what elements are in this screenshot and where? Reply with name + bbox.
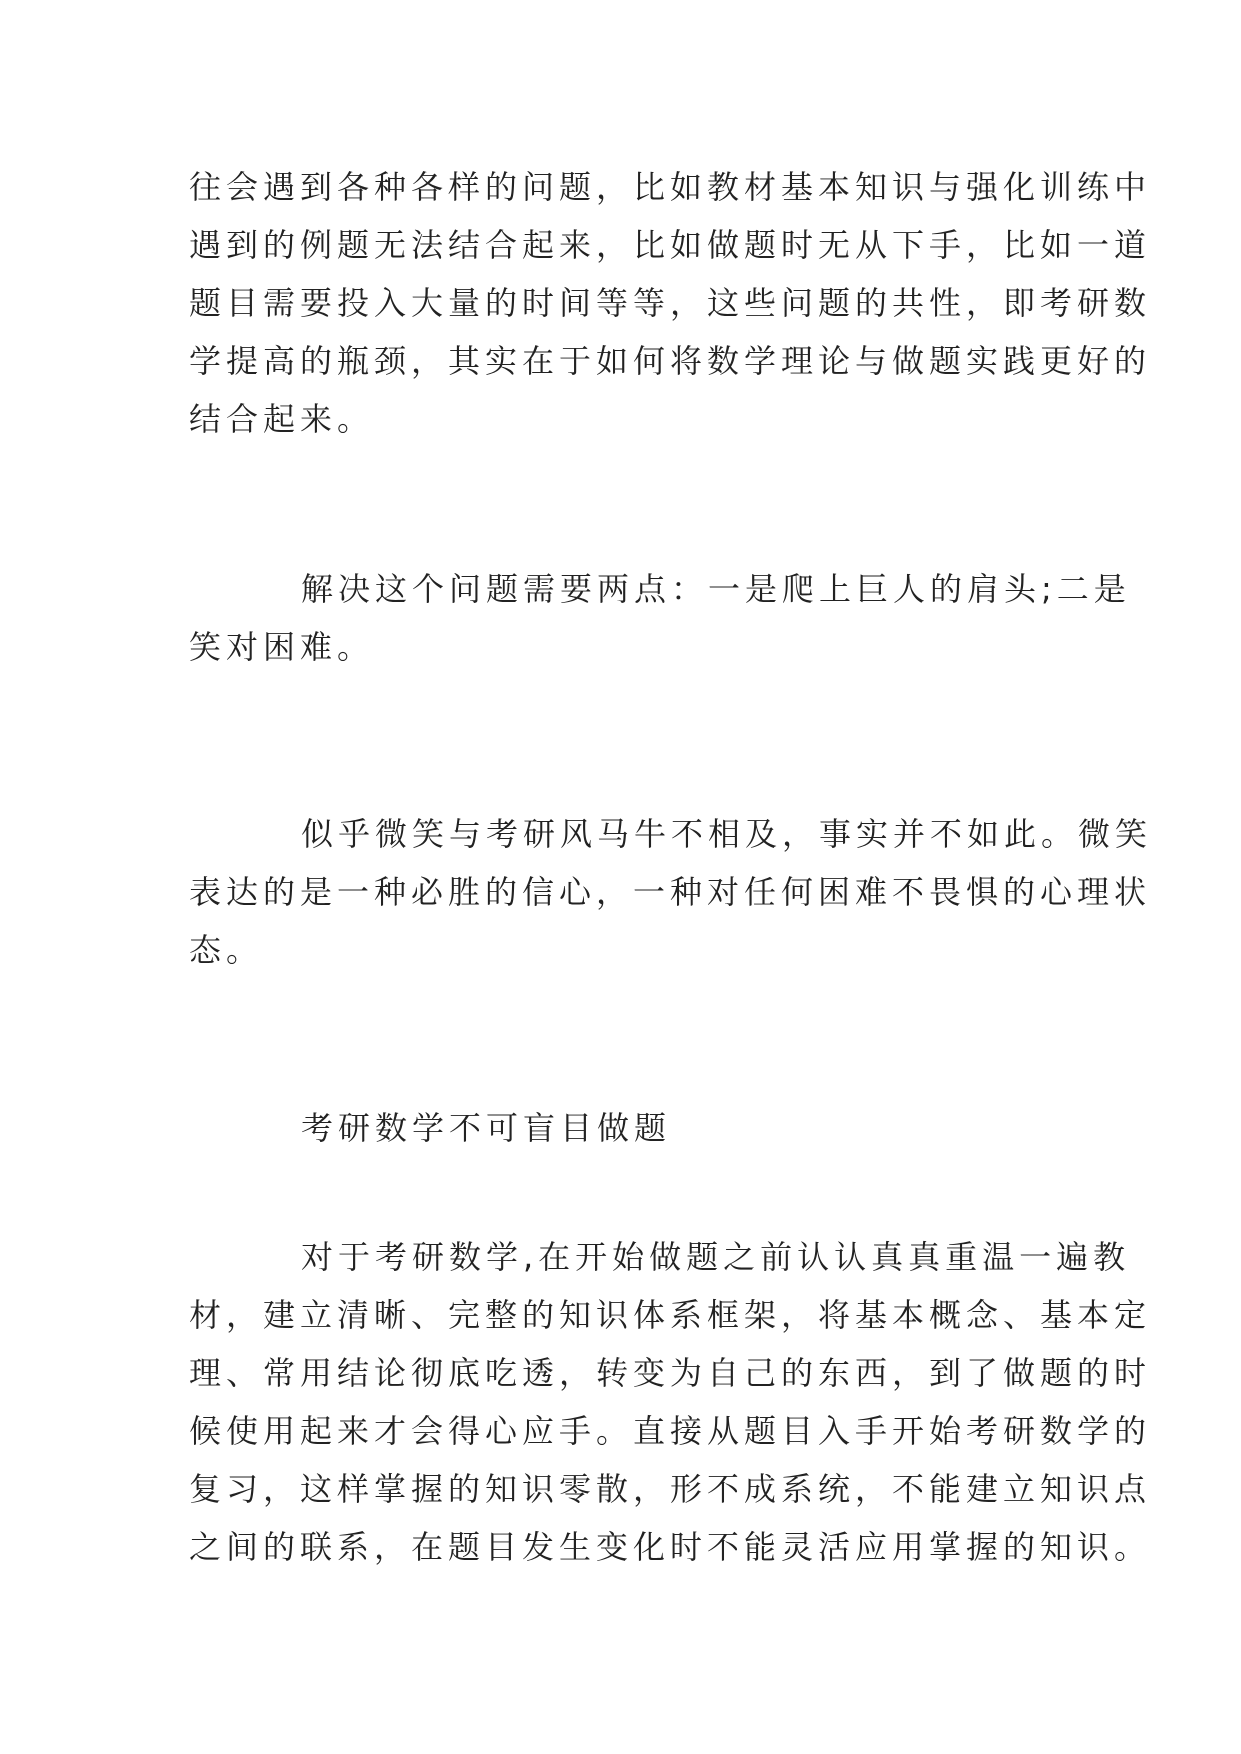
paragraph-line: 态。 <box>189 931 264 969</box>
paragraph-line: 对于考研数学,在开始做题之前认认真真重温一遍教 <box>301 1238 1131 1276</box>
paragraph-line: 往会遇到各种各样的问题，比如教材基本知识与强化训练中 <box>189 168 1152 206</box>
paragraph-line: 题目需要投入大量的时间等等，这些问题的共性，即考研数 <box>189 284 1152 322</box>
paragraph-1 <box>189 158 1152 448</box>
paragraph-line: 学提高的瓶颈，其实在于如何将数学理论与做题实践更好的 <box>189 342 1152 380</box>
paragraph-3 <box>189 805 1153 979</box>
paragraph-line: 复习，这样掌握的知识零散，形不成系统，不能建立知识点 <box>189 1470 1152 1508</box>
paragraph-line: 之间的联系，在题目发生变化时不能灵活应用掌握的知识。 <box>189 1528 1152 1566</box>
paragraph-line: 遇到的例题无法结合起来，比如做题时无从下手，比如一道 <box>189 226 1152 264</box>
paragraph-line: 结合起来。 <box>189 400 375 438</box>
paragraph-line: 理、常用结论彻底吃透，转变为自己的东西，到了做题的时 <box>189 1354 1152 1392</box>
paragraph-line: 候使用起来才会得心应手。直接从题目入手开始考研数学的 <box>189 1412 1152 1450</box>
paragraph-line: 似乎微笑与考研风马牛不相及，事实并不如此。微笑 <box>301 815 1153 853</box>
paragraph-2 <box>189 560 1131 676</box>
paragraph-4 <box>189 1228 1152 1576</box>
paragraph-line: 材，建立清晰、完整的知识体系框架，将基本概念、基本定 <box>189 1296 1152 1334</box>
paragraph-line: 表达的是一种必胜的信心，一种对任何困难不畏惧的心理状 <box>189 873 1152 911</box>
paragraph-line: 笑对困难。 <box>189 628 375 666</box>
paragraph-line: 解决这个问题需要两点：一是爬上巨人的肩头;二是 <box>301 570 1131 608</box>
heading-line: 考研数学不可盲目做题 <box>301 1109 672 1147</box>
section-heading <box>189 1099 1069 1157</box>
